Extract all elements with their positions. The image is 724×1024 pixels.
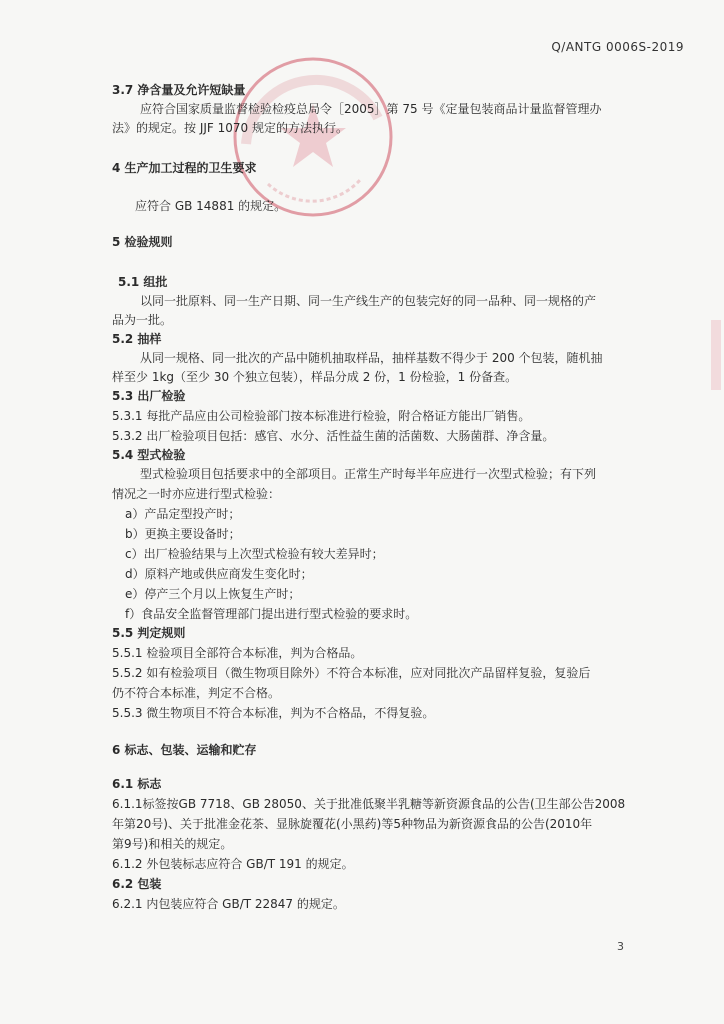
- section-5-5-heading: 5.5 判定规则: [112, 626, 186, 640]
- list-item: a）产品定型投产时；: [125, 507, 241, 521]
- section-5-5-3-line: 5.5.3 微生物项目不符合本标准，判为不合格品，不得复验。: [112, 706, 435, 720]
- section-4-paragraph: 应符合 GB 14881 的规定。: [135, 199, 287, 213]
- list-item: b）更换主要设备时；: [125, 527, 241, 541]
- section-5-5-1-line: 5.5.1 检验项目全部符合本标准，判为合格品。: [112, 646, 363, 660]
- company-seal: [228, 52, 398, 222]
- section-3-7-paragraph-line: 法》的规定。按 JJF 1070 规定的方法执行。: [112, 121, 348, 135]
- section-6-2-heading: 6.2 包装: [112, 877, 162, 891]
- section-5-3-heading: 5.3 出厂检验: [112, 389, 186, 403]
- section-4-heading: 4 生产加工过程的卫生要求: [112, 161, 257, 175]
- section-6-1-1-line: 第9号)和相关的规定。: [112, 837, 233, 851]
- section-5-3-2-line: 5.3.2 出厂检验项目包括：感官、水分、活性益生菌的活菌数、大肠菌群、净含量。: [112, 429, 555, 443]
- section-5-heading: 5 检验规则: [112, 235, 173, 249]
- section-6-1-1-line: 6.1.1标签按GB 7718、GB 28050、关于批准低聚半乳糖等新资源食品的公告(卫生部公告2008: [112, 797, 626, 811]
- list-item: e）停产三个月以上恢复生产时；: [125, 587, 301, 601]
- section-5-5-2-line: 仍不符合本标准，判定不合格。: [112, 686, 281, 700]
- section-6-2-1-line: 6.2.1 内包装应符合 GB/T 22847 的规定。: [112, 897, 345, 911]
- section-6-1-2-line: 6.1.2 外包装标志应符合 GB/T 191 的规定。: [112, 857, 354, 871]
- section-5-4-heading: 5.4 型式检验: [112, 448, 186, 462]
- section-5-2-paragraph-line: 样至少 1kg（至少 30 个独立包装），样品分成 2 份，1 份检验，1 份备查。: [112, 370, 518, 384]
- section-5-4-paragraph-line: 型式检验项目包括要求中的全部项目。正常生产时每半年应进行一次型式检验；有下列: [140, 467, 597, 481]
- section-6-1-1-line: 年第20号)、关于批准金花茶、显脉旋覆花(小黑药)等5种物品为新资源食品的公告(2010年: [112, 817, 593, 831]
- section-5-1-paragraph-line: 以同一批原料、同一生产日期、同一生产线生产的包装完好的同一品种、同一规格的产: [140, 294, 597, 308]
- section-6-heading: 6 标志、包装、运输和贮存: [112, 743, 257, 757]
- document-code: Q/ANTG 0006S-2019: [551, 40, 684, 54]
- page-number: 3: [617, 940, 624, 953]
- section-5-5-2-line: 5.5.2 如有检验项目（微生物项目除外）不符合本标准，应对同批次产品留样复验，复验后: [112, 666, 591, 680]
- binding-edge-mark: [710, 320, 722, 390]
- section-3-7-paragraph-line: 应符合国家质量监督检验检疫总局令［2005］第 75 号《定量包装商品计量监督管理办: [140, 102, 602, 116]
- section-5-3-1-line: 5.3.1 每批产品应由公司检验部门按本标准进行检验，附合格证方能出厂销售。: [112, 409, 531, 423]
- section-5-1-heading: 5.1 组批: [118, 275, 168, 289]
- list-item: d）原料产地或供应商发生变化时；: [125, 567, 313, 581]
- section-5-2-heading: 5.2 抽样: [112, 332, 162, 346]
- section-3-7-heading: 3.7 净含量及允许短缺量: [112, 83, 246, 97]
- section-5-4-paragraph-line: 情况之一时亦应进行型式检验：: [112, 487, 281, 501]
- list-item: c）出厂检验结果与上次型式检验有较大差异时；: [125, 547, 384, 561]
- section-5-1-paragraph-line: 品为一批。: [112, 313, 173, 327]
- list-item: f）食品安全监督管理部门提出进行型式检验的要求时。: [125, 607, 418, 621]
- section-6-1-heading: 6.1 标志: [112, 777, 162, 791]
- section-5-2-paragraph-line: 从同一规格、同一批次的产品中随机抽取样品，抽样基数不得少于 200 个包装，随机抽: [140, 351, 603, 365]
